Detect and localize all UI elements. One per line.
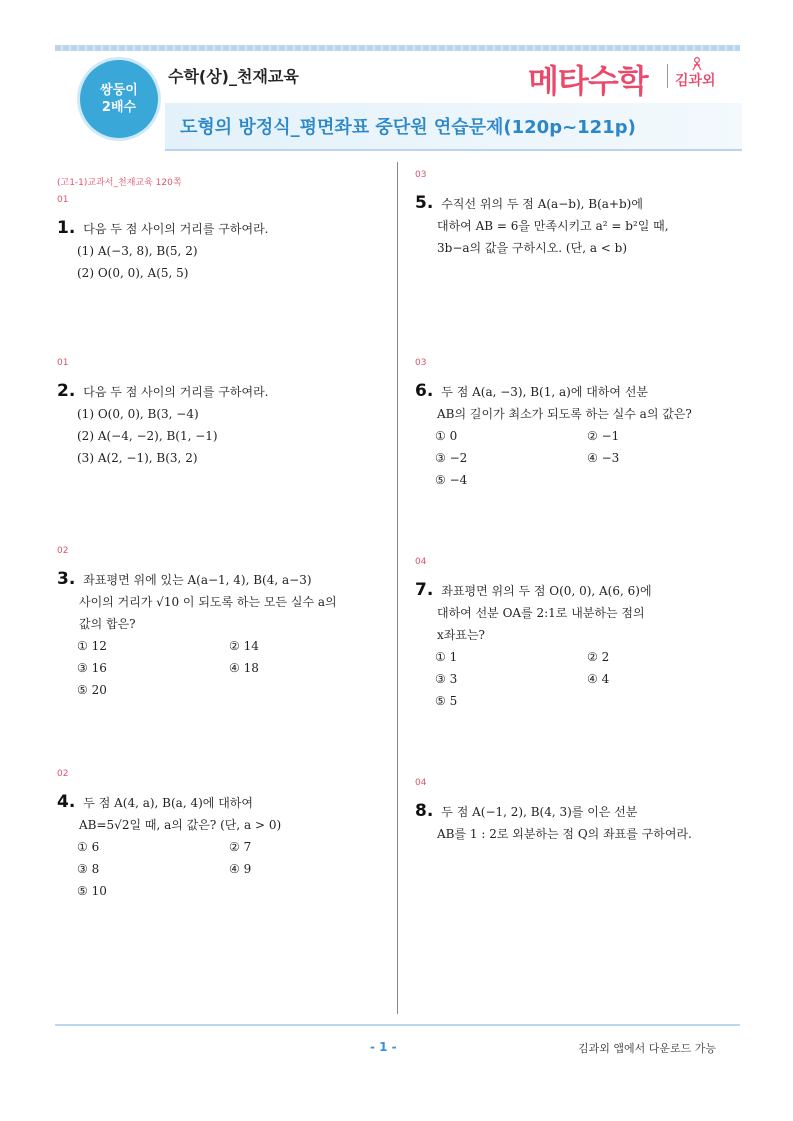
answer-choices [57,836,377,902]
answer-choices [415,425,735,491]
problem-text-line: 3b−a의 값을 구하시오. (단, a < b) [437,241,628,255]
footer-divider [55,1024,740,1026]
choice-3[interactable]: ③ −2 [435,451,468,465]
difficulty-level: 04 [415,557,427,567]
twin-badge [80,60,158,138]
problem-number: 1. [57,218,76,238]
difficulty-level: 03 [415,170,427,180]
choice-2[interactable]: ② 14 [229,639,259,653]
problem-text-line: 좌표평면 위에 있는 A(a−1, 4), B(4, a−3) [83,573,312,587]
choice-3[interactable]: ③ 16 [77,661,107,675]
sub-logo: 김과외 [675,73,716,89]
problem-number: 8. [415,801,434,821]
problem-text-line: AB의 길이가 최소가 되도록 하는 실수 a의 값은? [437,407,692,421]
difficulty-level: 04 [415,778,427,788]
problem-text-line: 대하여 AB = 6을 만족시키고 a² = b²일 때, [437,219,669,233]
problem-text-line: 수직선 위의 두 점 A(a−b), B(a+b)에 [441,197,643,211]
choice-4[interactable]: ④ 4 [587,672,610,686]
problem-text-line: 값의 합은? [79,617,136,631]
choice-2[interactable]: ② 7 [229,840,252,854]
problem-text-line: 두 점 A(−1, 2), B(4, 3)를 이은 선분 [441,805,638,819]
choice-4[interactable]: ④ 9 [229,862,252,876]
badge-line1: 쌍둥이 [100,83,138,98]
badge-line2: 2배수 [101,100,137,115]
problem-number: 7. [415,580,434,600]
problem-number: 5. [415,193,434,213]
choice-5[interactable]: ⑤ 5 [435,694,458,708]
difficulty-level: 03 [415,358,427,368]
problem-number: 2. [57,381,76,401]
person-icon [690,57,704,71]
difficulty-level: 02 [57,769,69,779]
sub-question: (3) A(2, −1), B(3, 2) [77,451,198,465]
problem-text: 다음 두 점 사이의 거리를 구하여라. [83,222,269,236]
problem-number: 3. [57,569,76,589]
choice-1[interactable]: ① 1 [435,650,458,664]
page-number: - 1 - [370,1040,397,1054]
column-divider [397,162,398,1014]
header-stripe [55,45,740,51]
page-title: 도형의 방정식_평면좌표 중단원 연습문제(120p~121p) [180,117,636,138]
choice-1[interactable]: ① 12 [77,639,107,653]
problem-2 [57,358,377,469]
problem-text-line: 두 점 A(a, −3), B(1, a)에 대하여 선분 [441,385,649,399]
problem-7 [415,557,735,712]
sub-question: (1) A(−3, 8), B(5, 2) [77,244,198,258]
problem-text: 다음 두 점 사이의 거리를 구하여라. [83,385,269,399]
course-label: 수학(상)_천재교육 [168,67,299,86]
problem-6 [415,358,735,491]
problem-text-line: 사이의 거리가 √10 이 되도록 하는 모든 실수 a의 [79,595,337,609]
problem-5 [415,170,735,259]
choice-4[interactable]: ④ −3 [587,451,620,465]
choice-3[interactable]: ③ 3 [435,672,458,686]
difficulty-level: 01 [57,195,69,205]
difficulty-level: 02 [57,546,69,556]
problem-4 [57,769,377,902]
sub-question: (2) A(−4, −2), B(1, −1) [77,429,218,443]
problem-text-line: AB=5√2일 때, a의 값은? (단, a > 0) [79,818,282,832]
problem-number: 6. [415,381,434,401]
choice-5[interactable]: ⑤ 20 [77,683,107,697]
choice-1[interactable]: ① 6 [77,840,100,854]
choice-5[interactable]: ⑤ 10 [77,884,107,898]
choice-3[interactable]: ③ 8 [77,862,100,876]
problem-text-line: x좌표는? [437,628,485,642]
problem-text-line: 좌표평면 위의 두 점 O(0, 0), A(6, 6)에 [441,584,652,598]
problem-3 [57,546,377,701]
problem-text-line: AB를 1 : 2로 외분하는 점 Q의 좌표를 구하여라. [437,827,692,841]
sub-question: (1) O(0, 0), B(3, −4) [77,407,199,421]
answer-choices [57,635,377,701]
source-note: (고1-1)교과서_천재교육 120쪽 [57,178,182,188]
choice-1[interactable]: ① 0 [435,429,458,443]
difficulty-level: 01 [57,358,69,368]
logo-divider [667,64,668,88]
footer-note: 김과외 앱에서 다운로드 가능 [578,1042,717,1055]
brand-logo: 메타수학 [528,62,648,100]
problem-text-line: 두 점 A(4, a), B(a, 4)에 대하여 [83,796,253,810]
problem-8 [415,778,735,845]
choice-5[interactable]: ⑤ −4 [435,473,468,487]
problem-text-line: 대하여 선분 OA를 2:1로 내분하는 점의 [437,606,645,620]
problem-1 [57,195,377,284]
problem-number: 4. [57,792,76,812]
choice-4[interactable]: ④ 18 [229,661,259,675]
answer-choices [415,646,735,712]
choice-2[interactable]: ② −1 [587,429,620,443]
choice-2[interactable]: ② 2 [587,650,610,664]
sub-question: (2) O(0, 0), A(5, 5) [77,266,189,280]
